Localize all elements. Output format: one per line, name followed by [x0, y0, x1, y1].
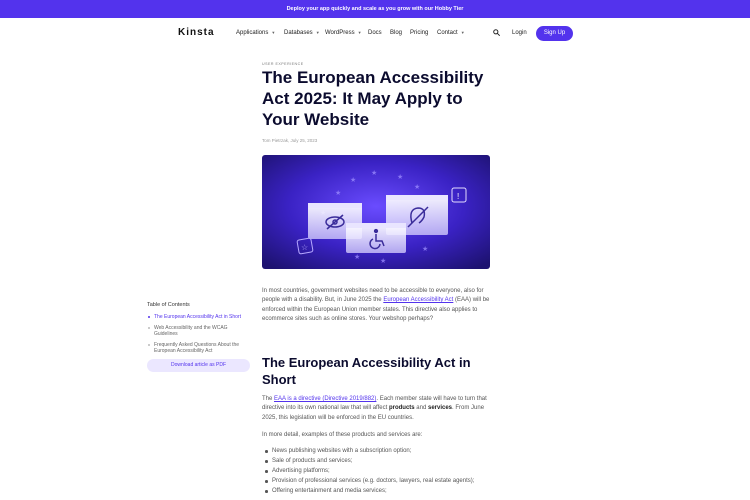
intro-text: In most countries, government websites need to be accessible to everyone, also for people with a disability. But, in June 2025 the [262, 288, 484, 304]
nav-label: Docs [368, 30, 382, 36]
hero-illustration [262, 155, 490, 269]
intro-paragraph [262, 287, 490, 324]
svg-text:★: ★ [422, 246, 429, 253]
promo-banner[interactable]: Deploy your app quickly and scale as you grow with our Hobby Tier [0, 0, 750, 18]
list-item: News publishing websites with a subscription option; [272, 446, 492, 456]
toc-item[interactable] [147, 342, 251, 354]
nav-label: WordPress [325, 30, 355, 36]
chevron-down-icon: ▼ [271, 30, 276, 35]
svg-text:★: ★ [335, 190, 342, 197]
toc-title: Table of Contents [147, 302, 190, 308]
bullet [148, 327, 150, 329]
toc-item[interactable] [147, 325, 251, 337]
section-text: The [262, 396, 275, 402]
list-item: Offering entertainment and media services; [272, 486, 492, 496]
nav-item-databases[interactable] [284, 30, 320, 36]
chevron-down-icon: ▼ [315, 30, 320, 35]
section-heading: The European Accessibility Act in Short [262, 355, 471, 387]
toc-label: Frequently Asked Questions About the European Accessibility Act [154, 342, 240, 354]
toc-label: The European Accessibility Act in Short [154, 314, 241, 320]
toc-label: Web Accessibility and the WCAG Guidelines [154, 325, 228, 337]
download-pdf-button[interactable]: Download article as PDF [147, 359, 250, 372]
nav-label: Applications [236, 30, 269, 36]
section-text: and [414, 405, 428, 412]
list-item: Sale of products and services; [272, 456, 492, 466]
bullet [148, 316, 150, 318]
nav-label: Pricing [410, 30, 429, 36]
svg-text:★: ★ [354, 254, 361, 261]
section-text: . Each member state will have to turn that directive into its own national law that will affect [262, 396, 487, 412]
login-link[interactable]: Login [512, 30, 527, 36]
detail-intro: In more detail, examples of these products and services are: [262, 432, 423, 438]
eaa-link[interactable]: European Accessibility Act [383, 297, 454, 304]
section-text: . From June 2025, this legislation will be enforced in the EU countries. [262, 405, 485, 421]
nav-item-contact[interactable] [437, 30, 465, 36]
main-navigation [0, 18, 750, 50]
bold-services: services [427, 405, 453, 412]
nav-item-blog[interactable] [390, 30, 402, 36]
nav-label: Databases [284, 30, 313, 36]
nav-label: Blog [390, 30, 403, 36]
svg-text:★: ★ [380, 258, 387, 265]
svg-text:★: ★ [414, 184, 421, 191]
nav-item-applications[interactable] [236, 30, 275, 36]
svg-text:★: ★ [371, 170, 378, 177]
svg-text:☆: ☆ [301, 243, 309, 252]
intro-text: (EAA) will be enforced within the European Union member states. This directive also applies to ecommerce sites such as online stores. Your webshop perhaps? [262, 297, 490, 322]
svg-text:!: ! [457, 192, 460, 201]
kinsta-logo[interactable]: Kinsta [178, 27, 215, 38]
svg-text:★: ★ [350, 177, 357, 184]
bold-products: products [388, 405, 415, 412]
article-byline: Tom Pietrzak, July 25, 2023 [262, 138, 318, 143]
article-category[interactable]: USER EXPERIENCE [262, 62, 304, 66]
directive-link[interactable]: EAA is a directive (Directive 2019/882) [274, 396, 377, 402]
nav-item-wordpress[interactable] [325, 30, 362, 36]
section-paragraph [262, 395, 490, 423]
search-icon[interactable] [493, 29, 500, 36]
nav-item-docs[interactable] [368, 30, 382, 36]
nav-label: Contact [437, 30, 458, 36]
nav-item-pricing[interactable] [410, 30, 428, 36]
chevron-down-icon: ▼ [460, 30, 465, 35]
signup-button[interactable]: Sign Up [536, 26, 573, 41]
table-of-contents [147, 302, 251, 372]
article-title: The European Accessibility Act 2025: It May Apply to Your Website [262, 68, 484, 129]
bullet [148, 344, 150, 346]
list-item: Advertising platforms; [272, 466, 492, 476]
svg-text:★: ★ [397, 174, 404, 181]
chevron-down-icon: ▼ [357, 30, 362, 35]
examples-list [272, 446, 492, 496]
list-item: Provision of professional services (e.g. doctors, lawyers, real estate agents); [272, 476, 492, 486]
toc-item[interactable] [147, 314, 251, 320]
